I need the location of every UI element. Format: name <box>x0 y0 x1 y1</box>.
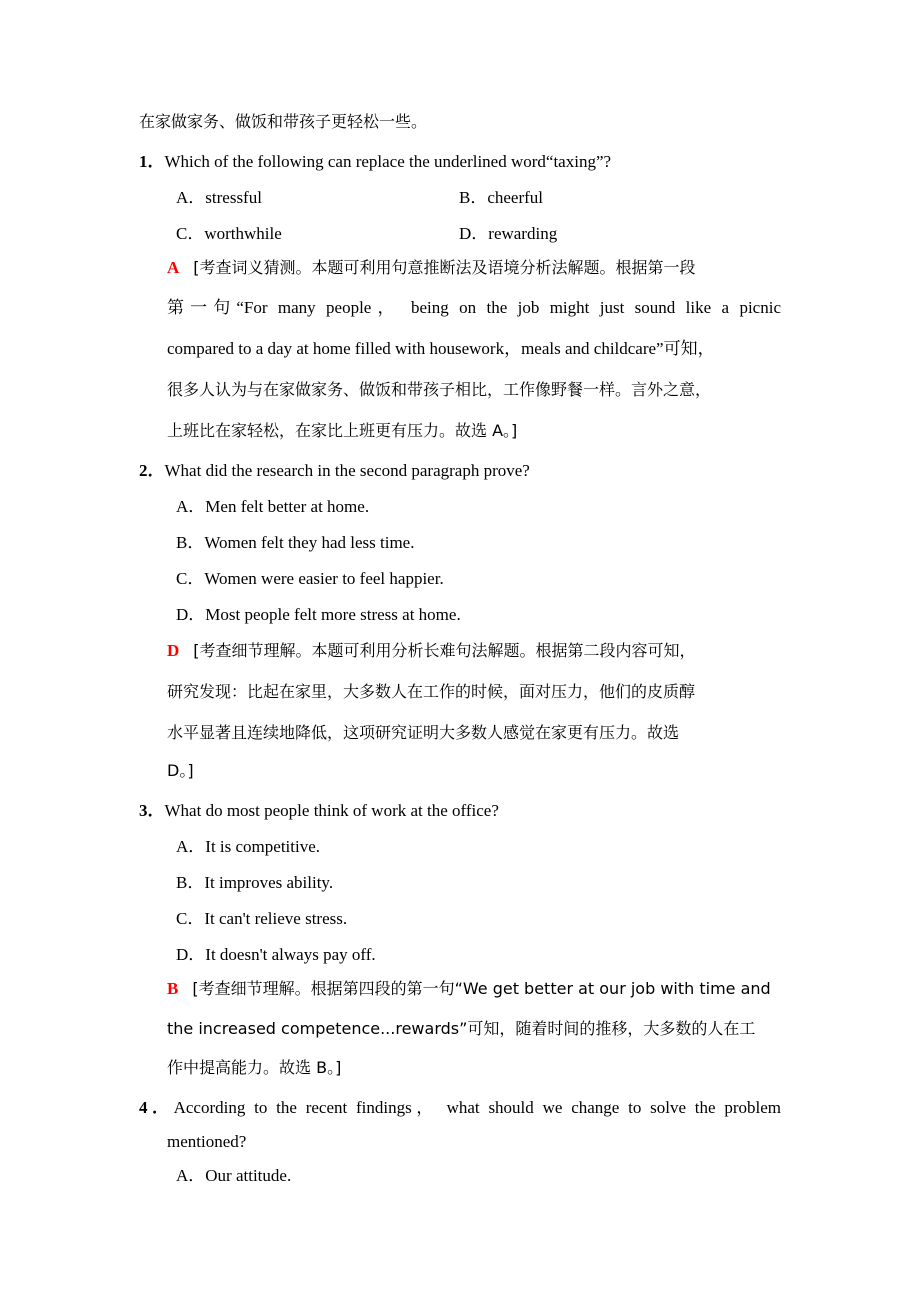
question-2-explanation-line-3: 水平显著且连续地降低，这项研究证明大多数人感觉在家更有压力。故选 <box>167 723 680 742</box>
question-1-explanation-line-3: compared to a day at home filled with housework，meals and childcare”可知， <box>167 339 715 358</box>
question-1-explanation-line-2: 第一句“For many people， being on the job might just sound like a picnic <box>167 298 781 317</box>
question-3-option-d: D．It doesn't always pay off. <box>176 945 376 964</box>
question-3-option-b: B．It improves ability. <box>176 873 334 892</box>
question-1-number: 1． <box>139 152 165 171</box>
intro-tail-text: 在家做家务、做饭和带孩子更轻松一些。 <box>139 112 428 131</box>
question-2-option-b: B．Women felt they had less time. <box>176 533 415 552</box>
question-2-option-d: D．Most people felt more stress at home. <box>176 605 461 624</box>
question-2-answer-letter: D <box>167 641 180 660</box>
question-2-explanation-line-2: 研究发现：比起在家里，大多数人在工作的时候，面对压力，他们的皮质醇 <box>167 682 696 701</box>
question-1-stem: 1．Which of the following can replace the underlined word“taxing”? <box>139 152 612 171</box>
question-1-explanation-line-1: A [考查词义猜测。本题可利用句意推断法及语境分析法解题。根据第一段 <box>167 258 696 277</box>
question-1-explanation-line-5: 上班比在家轻松，在家比上班更有压力。故选 A。] <box>167 421 518 440</box>
question-4-option-a: A．Our attitude. <box>176 1166 292 1185</box>
question-3-option-c: C．It can't relieve stress. <box>176 909 348 928</box>
question-2-option-c: C．Women were easier to feel happier. <box>176 569 444 588</box>
question-3-number: 3． <box>139 801 165 820</box>
question-4-stem-line-2: mentioned? <box>167 1132 247 1151</box>
question-3-stem: 3．What do most people think of work at the office? <box>139 801 499 820</box>
question-2-explanation-line-4: D。] <box>167 761 194 780</box>
question-4-stem-line-1: 4．According to the recent findings， what should we change to solve the problem <box>139 1098 782 1117</box>
question-1-option-c: C．worthwhile <box>176 224 282 243</box>
question-1-option-b: B．cheerful <box>459 188 544 207</box>
question-4-number: 4． <box>139 1098 174 1117</box>
question-2-explanation-line-1: D [考查细节理解。本题可利用分析长难句法解题。根据第二段内容可知， <box>167 641 696 660</box>
question-3-explanation-line-2: the increased competence...rewards”可知，随着时间的推移，大多数的人在工 <box>167 1019 756 1038</box>
question-2-stem: 2．What did the research in the second paragraph prove? <box>139 461 530 480</box>
question-2-number: 2． <box>139 461 165 480</box>
question-1-explanation-line-4: 很多人认为与在家做家务、做饭和带孩子相比，工作像野餐一样。言外之意， <box>167 380 712 399</box>
question-1-answer-letter: A <box>167 258 180 277</box>
question-3-explanation-line-1: B [考查细节理解。根据第四段的第一句“We get better at our job with time and <box>167 979 771 998</box>
question-1-option-a: A．stressful <box>176 188 262 207</box>
question-2-option-a: A．Men felt better at home. <box>176 497 370 516</box>
question-1-option-d: D．rewarding <box>459 224 558 243</box>
question-3-option-a: A．It is competitive. <box>176 837 321 856</box>
question-3-answer-letter: B <box>167 979 179 998</box>
question-3-explanation-line-3: 作中提高能力。故选 B。] <box>167 1058 342 1077</box>
